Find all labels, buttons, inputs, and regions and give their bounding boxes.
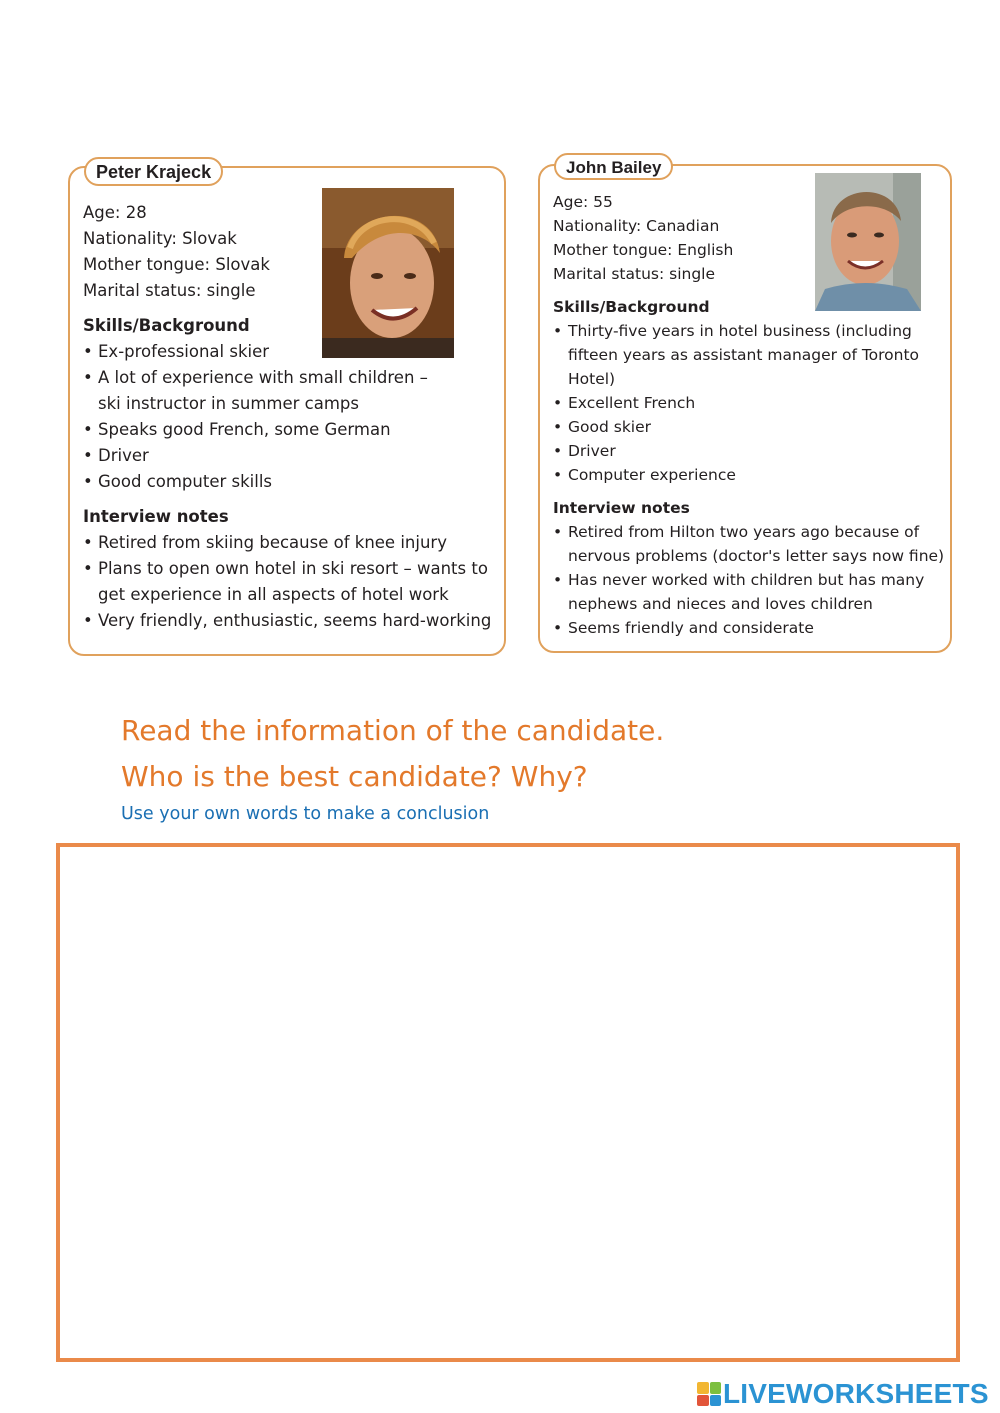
answer-input-box[interactable] bbox=[56, 843, 960, 1362]
candidate-marital-status: Marital status: single bbox=[553, 265, 716, 283]
candidate-marital-status: Marital status: single bbox=[83, 281, 256, 300]
interview-notes-heading: Interview notes bbox=[553, 499, 690, 517]
note-item: • Retired from Hilton two years ago because of nervous problems (doctor's letter says now fine) bbox=[553, 520, 945, 568]
candidate-age: Age: 28 bbox=[83, 203, 147, 222]
skill-item: • Ex-professional skier bbox=[83, 339, 495, 365]
candidate-details bbox=[83, 200, 495, 634]
instruction-title: Read the information of the candidate. bbox=[121, 714, 665, 747]
candidate-mother-tongue: Mother tongue: English bbox=[553, 241, 734, 259]
candidate-nationality: Nationality: Canadian bbox=[553, 217, 720, 235]
instruction-question: Who is the best candidate? Why? bbox=[121, 760, 588, 793]
brand-name: LIVEWORKSHEETS bbox=[723, 1378, 989, 1409]
skill-item: • Driver bbox=[553, 439, 945, 463]
skills-heading: Skills/Background bbox=[83, 316, 250, 335]
skill-item: • Thirty-five years in hotel business (including fifteen years as assistant manager of Toronto Hotel) bbox=[553, 319, 945, 391]
skill-item: • Good computer skills bbox=[83, 469, 495, 495]
candidate-card-john-bailey bbox=[538, 158, 952, 653]
skills-list bbox=[83, 339, 495, 495]
candidate-mother-tongue: Mother tongue: Slovak bbox=[83, 255, 270, 274]
candidate-nationality: Nationality: Slovak bbox=[83, 229, 237, 248]
liveworksheets-logo bbox=[697, 1378, 989, 1410]
skill-item: • Computer experience bbox=[553, 463, 945, 487]
note-item: • Retired from skiing because of knee injury bbox=[83, 530, 495, 556]
skills-heading: Skills/Background bbox=[553, 298, 710, 316]
note-item: • Has never worked with children but has many nephews and nieces and loves children bbox=[553, 568, 945, 616]
liveworksheets-logo-icon bbox=[697, 1382, 721, 1406]
skill-item: • Driver bbox=[83, 443, 495, 469]
skills-list bbox=[553, 319, 945, 487]
interview-notes-list bbox=[553, 520, 945, 640]
candidate-name: John Bailey bbox=[554, 153, 673, 180]
interview-notes-list bbox=[83, 530, 495, 634]
skill-item: • A lot of experience with small children – ski instructor in summer camps bbox=[83, 365, 495, 417]
candidate-details bbox=[553, 190, 945, 640]
note-item: • Very friendly, enthusiastic, seems hard-working bbox=[83, 608, 495, 634]
note-item: • Plans to open own hotel in ski resort – wants to get experience in all aspects of hotel work bbox=[83, 556, 495, 608]
note-item: • Seems friendly and considerate bbox=[553, 616, 945, 640]
candidate-age: Age: 55 bbox=[553, 193, 613, 211]
interview-notes-heading: Interview notes bbox=[83, 507, 229, 526]
skill-item: • Speaks good French, some German bbox=[83, 417, 495, 443]
candidate-name: Peter Krajeck bbox=[84, 157, 223, 186]
skill-item: • Excellent French bbox=[553, 391, 945, 415]
skill-item: • Good skier bbox=[553, 415, 945, 439]
instruction-subtext: Use your own words to make a conclusion bbox=[121, 804, 490, 824]
candidate-card-peter-krajeck bbox=[68, 162, 506, 656]
